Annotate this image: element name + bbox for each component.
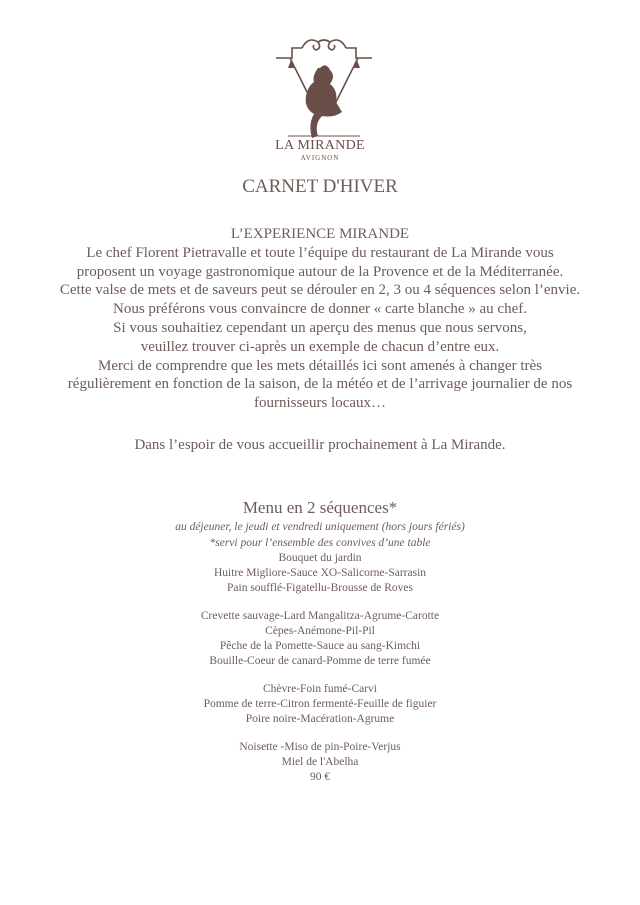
intro-line: Nous préférons vous convaincre de donner « carte blanche » au chef.	[113, 301, 527, 318]
menu-item: Miel de l'Abelha	[281, 756, 359, 768]
intro-line: Si vous souhaitiez cependant un aperçu des menus que nous servons,	[113, 319, 527, 336]
brand-name: LA MIRANDE	[275, 138, 365, 153]
menu-item: Pêche de la Pomette-Sauce au sang-Kimchi	[219, 640, 421, 652]
intro-section	[0, 225, 640, 413]
intro-heading: L’EXPERIENCE MIRANDE	[230, 226, 410, 242]
menu-note: au déjeuner, le jeudi et vendredi uniquement (hors jours fériés)	[175, 521, 465, 533]
menu-item: Cèpes-Anémone-Pil-Pil	[265, 625, 375, 637]
menu-item: Pain soufflé-Figatellu-Brousse de Roves	[227, 582, 413, 594]
menu-item: Bouille-Coeur de canard-Pomme de terre fumée	[209, 655, 431, 667]
menu-section	[0, 497, 640, 785]
intro-line: régulièrement en fonction de la saison, de la météo et de l’arrivage journalier de nos	[67, 376, 573, 393]
menu-item: Chèvre-Foin fumé-Carvi	[262, 683, 377, 695]
menu-title: Menu en 2 séquences*	[242, 498, 398, 517]
menu-price: 90 €	[309, 771, 331, 783]
intro-line: Merci de comprendre que les mets détaillés ici sont amenés à changer très	[98, 357, 542, 374]
menu-item: Poire noire-Macération-Agrume	[245, 713, 395, 725]
page-title: CARNET D'HIVER	[242, 176, 398, 197]
intro-line: fournisseurs locaux…	[253, 395, 387, 412]
intro-line: Cette valse de mets et de saveurs peut se dérouler en 2, 3 ou 4 séquences selon l’envie.	[59, 282, 581, 299]
menu-note: *servi pour l’ensemble des convives d’une table	[209, 537, 431, 549]
menu-item: Huitre Migliore-Sauce XO-Salicorne-Sarrasin	[213, 567, 427, 579]
brand-city: AVIGNON	[300, 154, 340, 162]
menu-item: Pomme de terre-Citron fermenté-Feuille de figuier	[203, 698, 437, 710]
menu-item: Noisette -Miso de pin-Poire-Verjus	[239, 741, 401, 753]
menu-item: Crevette sauvage-Lard Mangalitza-Agrume-Carotte	[200, 610, 440, 622]
intro-line: proposent un voyage gastronomique autour de la Provence et de la Méditerranée.	[76, 263, 564, 280]
menu-item: Bouquet du jardin	[278, 552, 362, 564]
intro-line: Le chef Florent Pietravalle et toute l’équipe du restaurant de La Mirande vous	[86, 244, 554, 261]
closing-line: Dans l’espoir de vous accueillir prochainement à La Mirande.	[134, 437, 506, 453]
intro-line: veuillez trouver ci-après un exemple de chacun d’entre eux.	[140, 338, 500, 355]
